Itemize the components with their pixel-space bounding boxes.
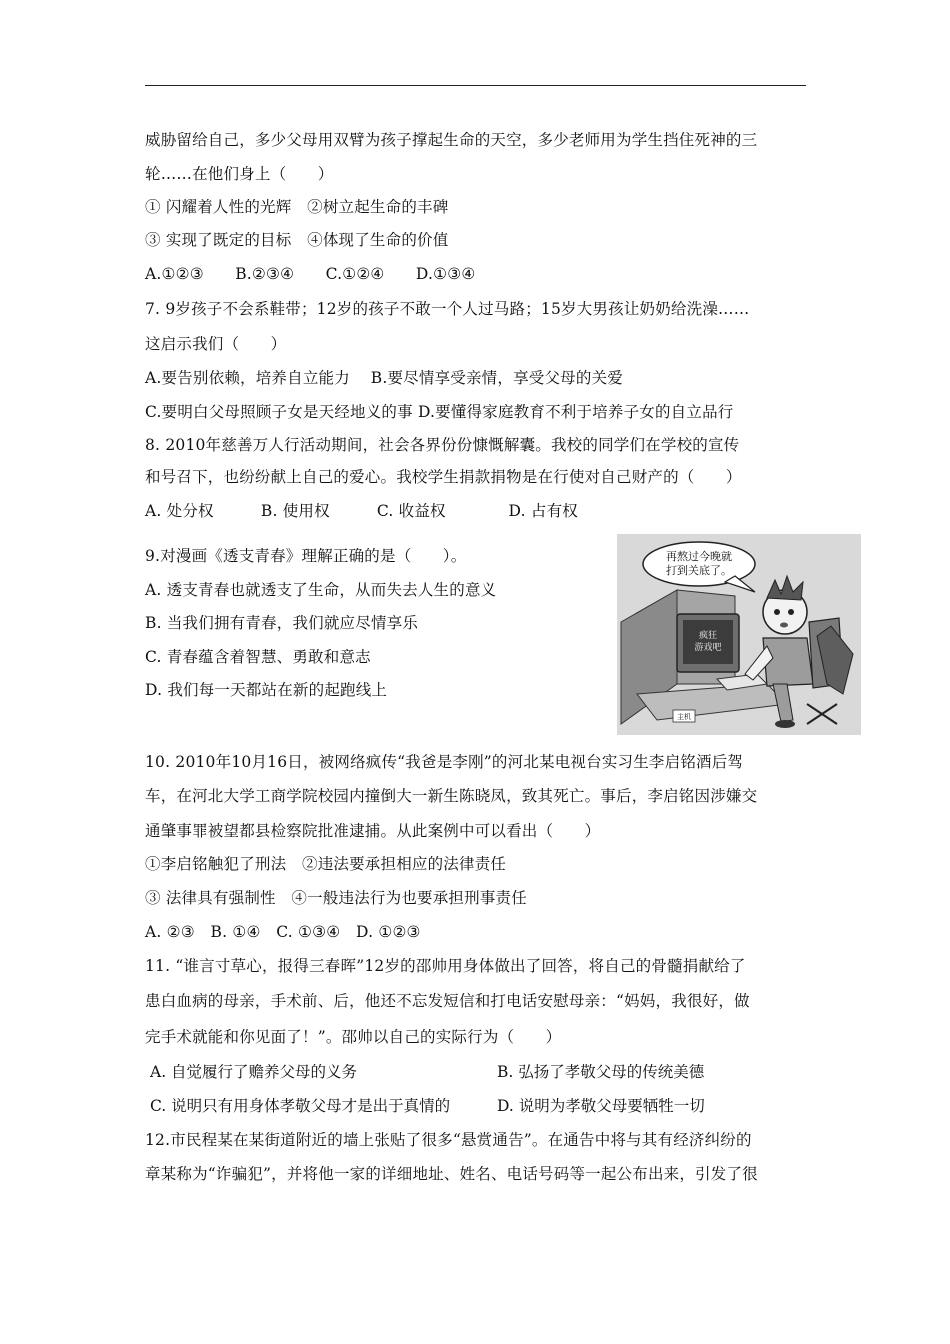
- box-label: 主机: [677, 713, 691, 721]
- question-9: 9.对漫画《透支青春》理解正确的是（ ）。: [145, 547, 467, 565]
- option-line: C. 青春蕴含着智慧、勇敢和意志: [145, 648, 371, 666]
- option-c: C. 说明只有用身体孝敬父母才是出于真情的: [150, 1097, 451, 1115]
- question-12: 12.市民程某在某街道附近的墙上张贴了很多“悬赏通告”。在通告中将与其有经济纠纷的: [145, 1131, 752, 1149]
- text-line: 这启示我们（ ）: [145, 335, 287, 353]
- text-line: 章某称为“诈骗犯”，并将他一家的详细地址、姓名、电话号码等一起公布出来，引发了很: [145, 1165, 758, 1183]
- option-d: D. 说明为孝敬父母要牺牲一切: [497, 1097, 705, 1115]
- text-line: 通肇事罪被望都县检察院批准逮捕。从此案例中可以看出（ ）: [145, 822, 601, 840]
- option-line: C.要明白父母照顾子女是天经地义的事 D.要懂得家庭教育不利于培养子女的自立品行: [145, 403, 734, 421]
- option-b: B. 弘扬了孝敬父母的传统美德: [497, 1063, 705, 1081]
- option-line: ③ 实现了既定的目标 ④体现了生命的价值: [145, 231, 449, 249]
- answer-choices: A. 处分权 B. 使用权 C. 收益权 D. 占有权: [145, 502, 578, 520]
- header-rule: [145, 85, 806, 86]
- text-line: 完手术就能和你见面了！”。邵帅以自己的实际行为（ ）: [145, 1028, 562, 1046]
- answer-choices: A.①②③ B.②③④ C.①②④ D.①③④: [145, 265, 476, 283]
- speech-text-line-2: 打到关底了。: [666, 564, 732, 577]
- speech-text-line-1: 再熬过今晚就: [666, 550, 732, 563]
- option-line: A. 透支青春也就透支了生命，从而失去人生的意义: [145, 581, 497, 599]
- option-line: ① 闪耀着人性的光辉 ②树立起生命的丰碑: [145, 198, 449, 216]
- text-line: 威胁留给自己，多少父母用双臂为孩子撑起生命的天空，多少老师用为学生挡住死神的三: [145, 131, 758, 149]
- option-line: ③ 法律具有强制性 ④一般违法行为也要承担刑事责任: [145, 889, 527, 907]
- question-8: 8. 2010年慈善万人行活动期间，社会各界份份慷慨解囊。我校的同学们在学校的宣传: [145, 436, 740, 454]
- option-line: A.要告别依赖，培养自立能力 B.要尽情享受亲情，享受父母的关爱: [145, 369, 623, 387]
- text-line: 和号召下，也纷纷献上自己的爱心。我校学生捐款捐物是在行使对自己财产的（ ）: [145, 468, 742, 486]
- text-line: 患白血病的母亲，手术前、后，他还不忘发短信和打电话安慰母亲：“妈妈，我很好，做: [145, 992, 750, 1010]
- cartoon-illustration: [617, 534, 861, 735]
- answer-choices: A. ②③ B. ①④ C. ①③④ D. ①②③: [145, 923, 421, 941]
- text-line: 轮……在他们身上（ ）: [145, 165, 334, 183]
- question-10: 10. 2010年10月16日，被网络疯传“我爸是李刚”的河北某电视台实习生李启铭酒后驾: [145, 753, 744, 771]
- option-line: ①李启铭触犯了刑法 ②违法要承担相应的法律责任: [145, 855, 507, 873]
- text-line: 车，在河北大学工商学院校园内撞倒大一新生陈晓凤，致其死亡。事后，李启铭因涉嫌交: [145, 787, 758, 805]
- option-a: A. 自觉履行了赡养父母的义务: [150, 1063, 358, 1081]
- shoe: [775, 720, 795, 728]
- boy-body: [763, 638, 813, 686]
- screen-text-1: 疯狂: [698, 631, 718, 641]
- screen-text-2: 游戏吧: [694, 643, 722, 653]
- question-11: 11. “谁言寸草心，报得三春晖”12岁的邵帅用身体做出了回答，将自己的骨髓捐献给了: [145, 957, 746, 975]
- option-line: B. 当我们拥有青春，我们就应尽情享乐: [145, 614, 419, 632]
- question-7: 7. 9岁孩子不会系鞋带；12岁的孩子不敢一个人过马路；15岁大男孩让奶奶给洗澡……: [145, 300, 750, 318]
- option-line: D. 我们每一天都站在新的起跑线上: [145, 681, 388, 699]
